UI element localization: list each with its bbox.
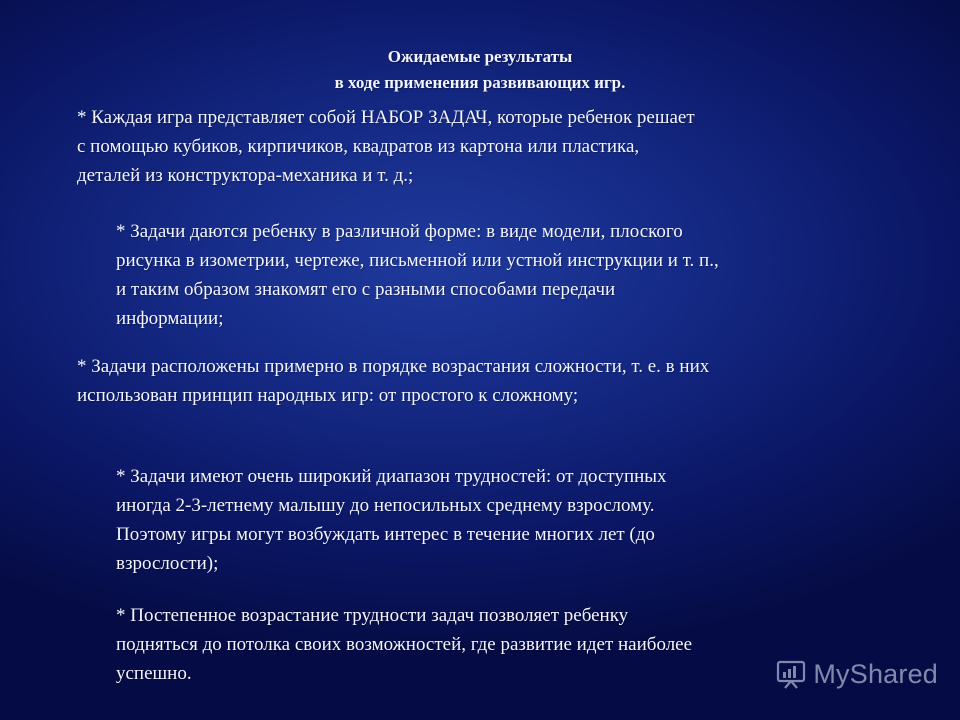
paragraph-line: с помощью кубиков, кирпичиков, квадратов из картона или пластика, bbox=[77, 136, 640, 157]
paragraph-line: * Каждая игра представляет собой НАБОР ЗАДАЧ, которые ребенок решает bbox=[77, 107, 695, 128]
watermark-text: MyShared bbox=[813, 658, 938, 689]
bullet-paragraph-1 bbox=[77, 103, 695, 190]
bullet-paragraph-2 bbox=[116, 217, 719, 333]
paragraph-line: * Задачи расположены примерно в порядке возрастания сложности, т. е. в них bbox=[77, 356, 710, 377]
bullet-paragraph-4 bbox=[116, 462, 667, 578]
bullet-paragraph-3 bbox=[77, 352, 709, 410]
paragraph-line: * Задачи имеют очень широкий диапазон трудностей: от доступных bbox=[116, 466, 667, 487]
paragraph-line: * Задачи даются ребенку в различной форме: в виде модели, плоского bbox=[116, 221, 683, 242]
paragraph-line: взрослости); bbox=[116, 553, 219, 574]
slide-title-line-2: в ходе применения развивающих игр. bbox=[334, 73, 626, 92]
paragraph-line: успешно. bbox=[116, 663, 192, 684]
slide-title-line-1: Ожидаемые результаты bbox=[387, 47, 573, 66]
paragraph-line: рисунка в изометрии, чертеже, письменной или устной инструкции и т. п., bbox=[116, 250, 719, 271]
paragraph-line: подняться до потолка своих возможностей, где развитие идет наиболее bbox=[116, 634, 693, 655]
paragraph-line: и таким образом знакомят его с разными способами передачи bbox=[116, 279, 616, 300]
paragraph-line: использован принцип народных игр: от простого к сложному; bbox=[77, 385, 579, 406]
myshared-watermark bbox=[775, 658, 938, 690]
bullet-paragraph-5 bbox=[116, 601, 692, 688]
slide-title bbox=[0, 44, 960, 96]
paragraph-line: * Постепенное возрастание трудности задач позволяет ребенку bbox=[116, 605, 629, 626]
paragraph-line: Поэтому игры могут возбуждать интерес в течение многих лет (до bbox=[116, 524, 655, 545]
paragraph-line: деталей из конструктора-механика и т. д.; bbox=[77, 165, 414, 186]
paragraph-line: иногда 2-3-летнему малышу до непосильных среднему взрослому. bbox=[116, 495, 655, 516]
paragraph-line: информации; bbox=[116, 308, 224, 329]
presentation-board-icon bbox=[775, 658, 807, 690]
